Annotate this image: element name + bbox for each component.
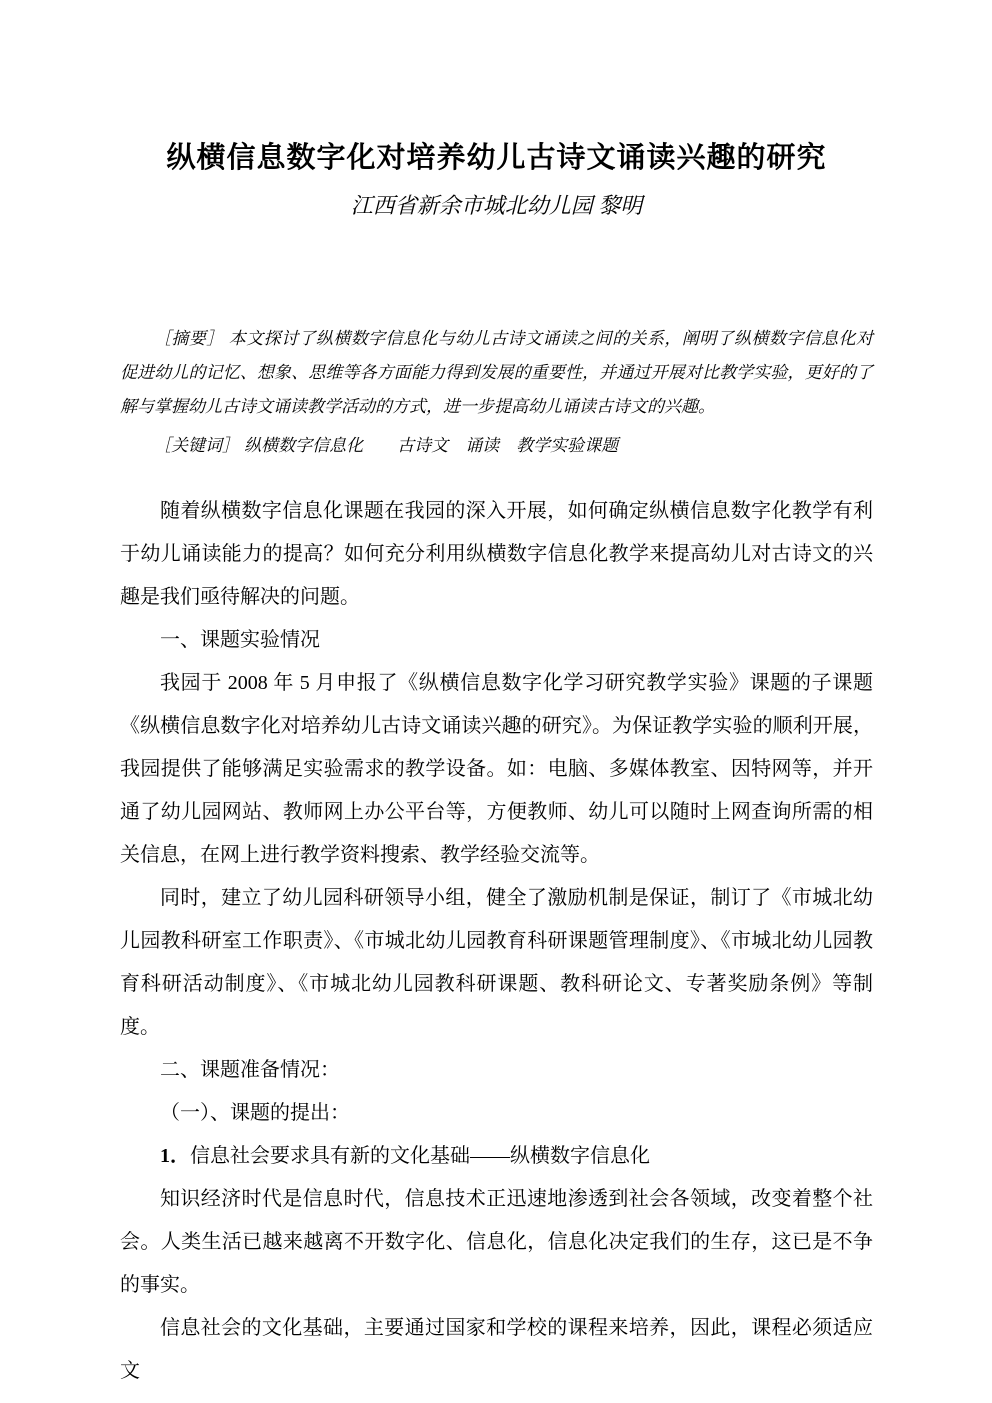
document-title: 纵横信息数字化对培养幼儿古诗文诵读兴趣的研究 — [166, 142, 827, 174]
section-heading-2: 二、课题准备情况： — [160, 1059, 340, 1081]
abstract-text: 本文探讨了纵横数字信息化与幼儿古诗文诵读之间的关系，阐明了纵横数字信息化对促进幼儿的记忆、想象、思维等各方面能力得到发展的重要性，并通过开展对比教学实验，更好的了解与掌握幼儿古诗文诵读教学活动的方式，进一步提高幼儿诵读古诗文的兴趣。 — [120, 329, 874, 416]
body-paragraph: 随着纵横数字信息化课题在我园的深入开展，如何确定纵横信息数字化教学有利于幼儿诵读能力的提高？如何充分利用纵横数字信息化教学来提高幼儿对古诗文的兴趣是我们亟待解决的问题。 — [120, 500, 873, 608]
body-paragraph: 知识经济时代是信息时代，信息技术正迅速地渗透到社会各领域，改变着整个社会。人类生活已越来越离不开数字化、信息化，信息化决定我们的生存，这已是不争的事实。 — [120, 1188, 873, 1296]
body-paragraph: 信息社会的文化基础，主要通过国家和学校的课程来培养，因此，课程必须适应文 — [120, 1317, 873, 1382]
numbered-heading-prefix: 1． — [160, 1145, 190, 1167]
keywords-paragraph — [120, 429, 873, 463]
body-paragraph: 我园于 2008 年 5 月申报了《纵横信息数字化学习研究教学实验》课题的子课题《纵横信息数字化对培养幼儿古诗文诵读兴趣的研究》。为保证教学实验的顺利开展，我园提供了能够满足实验需求的教学设备。如：电脑、多媒体教室、因特网等，并开通了幼儿园网站、教师网上办公平台等，方便教师、幼儿可以随时上网查询所需的相关信息，在网上进行教学资料搜索、教学经验交流等。 — [120, 672, 873, 866]
document-byline: 江西省新余市城北幼儿园 黎明 — [350, 193, 643, 218]
abstract-paragraph — [120, 322, 873, 424]
document-body — [120, 490, 873, 1393]
sub-heading: （一）、课题的提出： — [160, 1102, 350, 1124]
abstract-label: ［摘要］ — [154, 329, 224, 348]
numbered-heading — [120, 1135, 873, 1178]
keywords-text: 纵横数字信息化 古诗文 诵读 教学实验课题 — [244, 436, 619, 455]
body-paragraph: 同时，建立了幼儿园科研领导小组，健全了激励机制是保证，制订了《市城北幼儿园教科研室工作职责》、《市城北幼儿园教育科研课题管理制度》、《市城北幼儿园教育科研活动制度》、《市城北幼儿园教科研课题、教科研论文、专著奖励条例》等制度。 — [120, 887, 873, 1038]
numbered-heading-text: 信息社会要求具有新的文化基础——纵横数字信息化 — [190, 1145, 650, 1167]
keywords-label: ［关键词］ — [154, 436, 239, 455]
section-heading-1: 一、课题实验情况 — [160, 629, 320, 651]
page-content — [120, 0, 873, 1403]
